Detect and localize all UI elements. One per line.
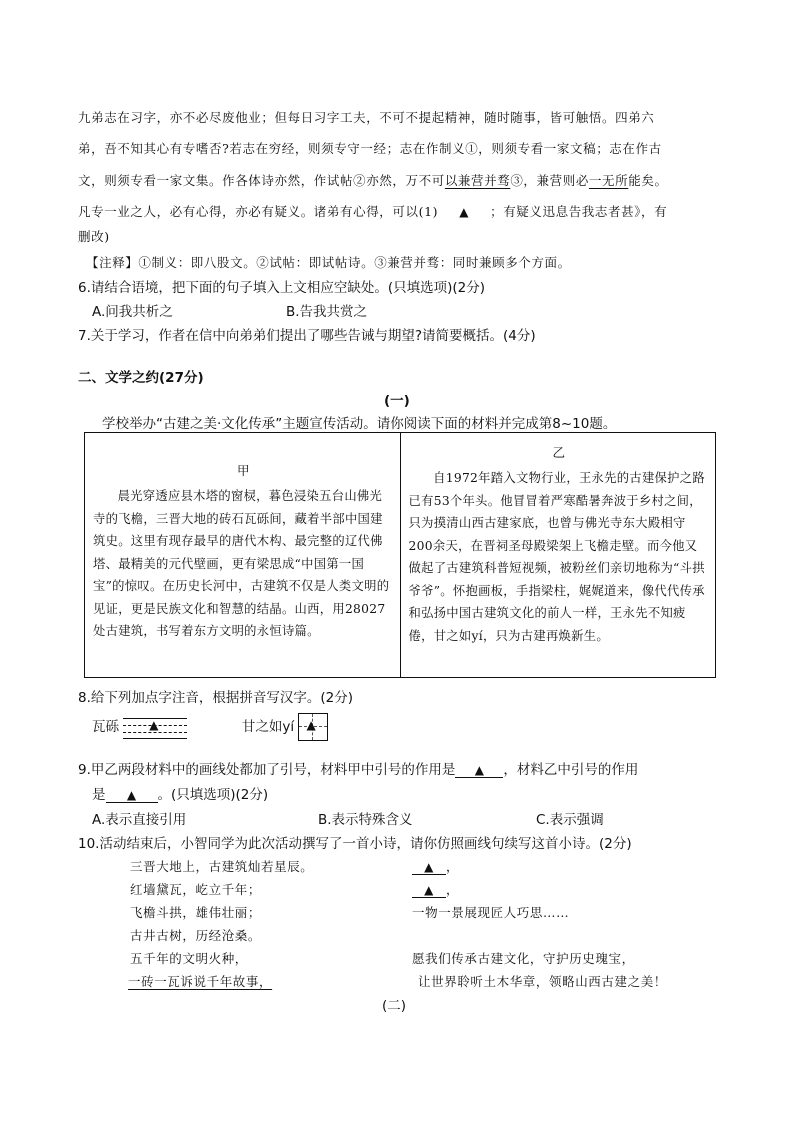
letter-annotation: 【注释】①制义：即八股文。②试帖：即试帖诗。③兼营并骛：同时兼顾多个方面。 xyxy=(86,255,571,270)
material-yi-text: 自1972年踏入文物行业，王永先的古建保护之路已有53个年头。他冒冒着严寒酷暑奔波于乡村之间，只为摸清山西古建家底，也曾与佛光寺东大殿相守200余天，在晋祠圣母殿梁架上飞檐走壁。而今他又做起了古建筑科普短视频，被粉丝们亲切地称为“斗拱爷爷”。怀抱画板，手指梁柱，娓娓道来，像代代传承和弘扬中国古建筑文化的前人一样，王永先不知疲倦，甘之如yí，只为古建再焕新生。 xyxy=(408,471,705,643)
materials-table xyxy=(84,432,716,678)
material-yi-cell xyxy=(400,433,716,678)
question-6-option-a: A.问我共析之 xyxy=(92,304,173,320)
answer-blank-q9-2[interactable]: ▲ xyxy=(106,788,158,803)
part-1-heading: (一) xyxy=(384,393,410,409)
letter-line-1: 九弟志在习字，亦不必尽废他业；但每日习字工夫，不可不提起精神，随时随事，皆可触悟。四弟六 xyxy=(78,110,655,125)
part-2-heading: (二) xyxy=(382,998,407,1014)
hanzi-writing-grid[interactable] xyxy=(298,713,328,741)
poem-left-1: 三晋大地上，古建筑灿若星辰。 xyxy=(130,859,314,874)
poem-right-1: ▲ ， xyxy=(412,857,459,875)
material-yi-title: 乙 xyxy=(552,445,565,460)
poem-left-6-underlined: 一砖一瓦诉说千年故事， xyxy=(128,974,273,989)
letter-line-3: 文，则须专看一家文集。作各体诗亦然，作试帖②亦然，万不可以兼营并骛③，兼营则必一无所能矣。 xyxy=(78,173,668,188)
answer-blank-q9-1[interactable]: ▲ xyxy=(455,763,503,778)
poem-left-3: 飞檐斗拱，雄伟壮丽； xyxy=(130,905,262,920)
poem-right-3: 一物一景展现匠人巧思…… xyxy=(412,905,570,920)
answer-mark-q8-1: ▲ xyxy=(149,718,159,732)
section-2-title: 二、文学之约(27分) xyxy=(78,370,204,386)
question-6-stem: 6.请结合语境，把下面的句子填入上文相应空缺处。(只填选项)(2分) xyxy=(78,280,486,296)
material-jia-title: 甲 xyxy=(236,463,250,478)
activity-intro: 学校举办“古建之美·文化传承”主题宣传活动。请你阅读下面的材料并完成第8~10题。 xyxy=(102,416,617,432)
poem-left-5: 五千年的文明火种， xyxy=(130,951,248,966)
material-jia-text: 晨光穿透应县木塔的窗棂，暮色浸染五台山佛光寺的飞檐，三晋大地的砖石瓦砾间，藏着半部中国建筑史。这里有现存最早的唐代木构、最完整的辽代佛塔、最精美的元代壁画，更有梁思成“中国第一国宝”的惊叹。在历史长河中，古建筑不仅是人类文明的见证，更是民族文化和智慧的结晶。山西，用2802​7处古建筑，书写着东方文明的永恒诗篇。 xyxy=(93,489,390,638)
question-8-stem: 8.给下列加点字注音，根据拼音写汉字。(2分) xyxy=(78,690,354,706)
letter-line-4: 凡专一业之人，必有心得，亦必有疑义。诸弟有心得，可以(1) ▲ ；有疑义迅息告我志者甚》，有 xyxy=(78,204,668,219)
question-8-items xyxy=(92,713,328,741)
question-8-word-2: 甘之如yí xyxy=(241,719,295,735)
question-9-option-a: A.表示直接引用 xyxy=(92,812,187,828)
pinyin-writing-lines[interactable] xyxy=(123,716,187,738)
letter-line-2: 弟，吾不知其心有专嗜否?若志在穷经，则须专守一经；志在作制义①，则须专看一家文稿；志在作古 xyxy=(78,141,662,156)
question-10-stem: 10.活动结束后，小智同学为此次活动撰写了一首小诗，请你仿照画线句续写这首小诗。(2分) xyxy=(78,836,632,852)
material-jia-cell xyxy=(85,433,401,678)
poem-left-2: 红墙黛瓦，屹立千年； xyxy=(130,882,262,897)
question-9-stem-line-2: 是 ▲ 。(只填选项)(2分) xyxy=(92,787,269,803)
poem-right-2: ▲ ， xyxy=(412,880,459,898)
answer-blank-q10-2[interactable]: ▲ xyxy=(412,883,446,898)
question-6-option-b: B.告我共赏之 xyxy=(286,304,368,320)
poem-right-5: 愿我们传承古建文化，守护历史瑰宝， xyxy=(412,951,635,966)
question-8-word-1: 瓦砾 xyxy=(92,719,119,735)
poem-left-4: 古井古树，历经沧桑。 xyxy=(130,928,262,943)
question-7-stem: 7.关于学习，作者在信中向弟弟们提出了哪些告诫与期望?请简要概括。(4分) xyxy=(78,328,536,344)
question-9-option-c: C.表示强调 xyxy=(536,812,604,828)
answer-mark-q8-2: ▲ xyxy=(306,718,316,732)
question-9-stem-line-1: 9.甲乙两段材料中的画线处都加了引号，材料甲中引号的作用是 ▲ ，材料乙中引号的作用 xyxy=(78,762,639,778)
letter-line-5: 删改) xyxy=(78,229,110,244)
answer-blank-q10-1[interactable]: ▲ xyxy=(412,860,446,875)
poem-right-6: 让世界聆听土木华章，领略山西古建之美！ xyxy=(418,974,667,989)
question-9-option-b: B.表示特殊含义 xyxy=(318,812,413,828)
answer-blank-q6[interactable]: ▲ xyxy=(459,205,470,219)
